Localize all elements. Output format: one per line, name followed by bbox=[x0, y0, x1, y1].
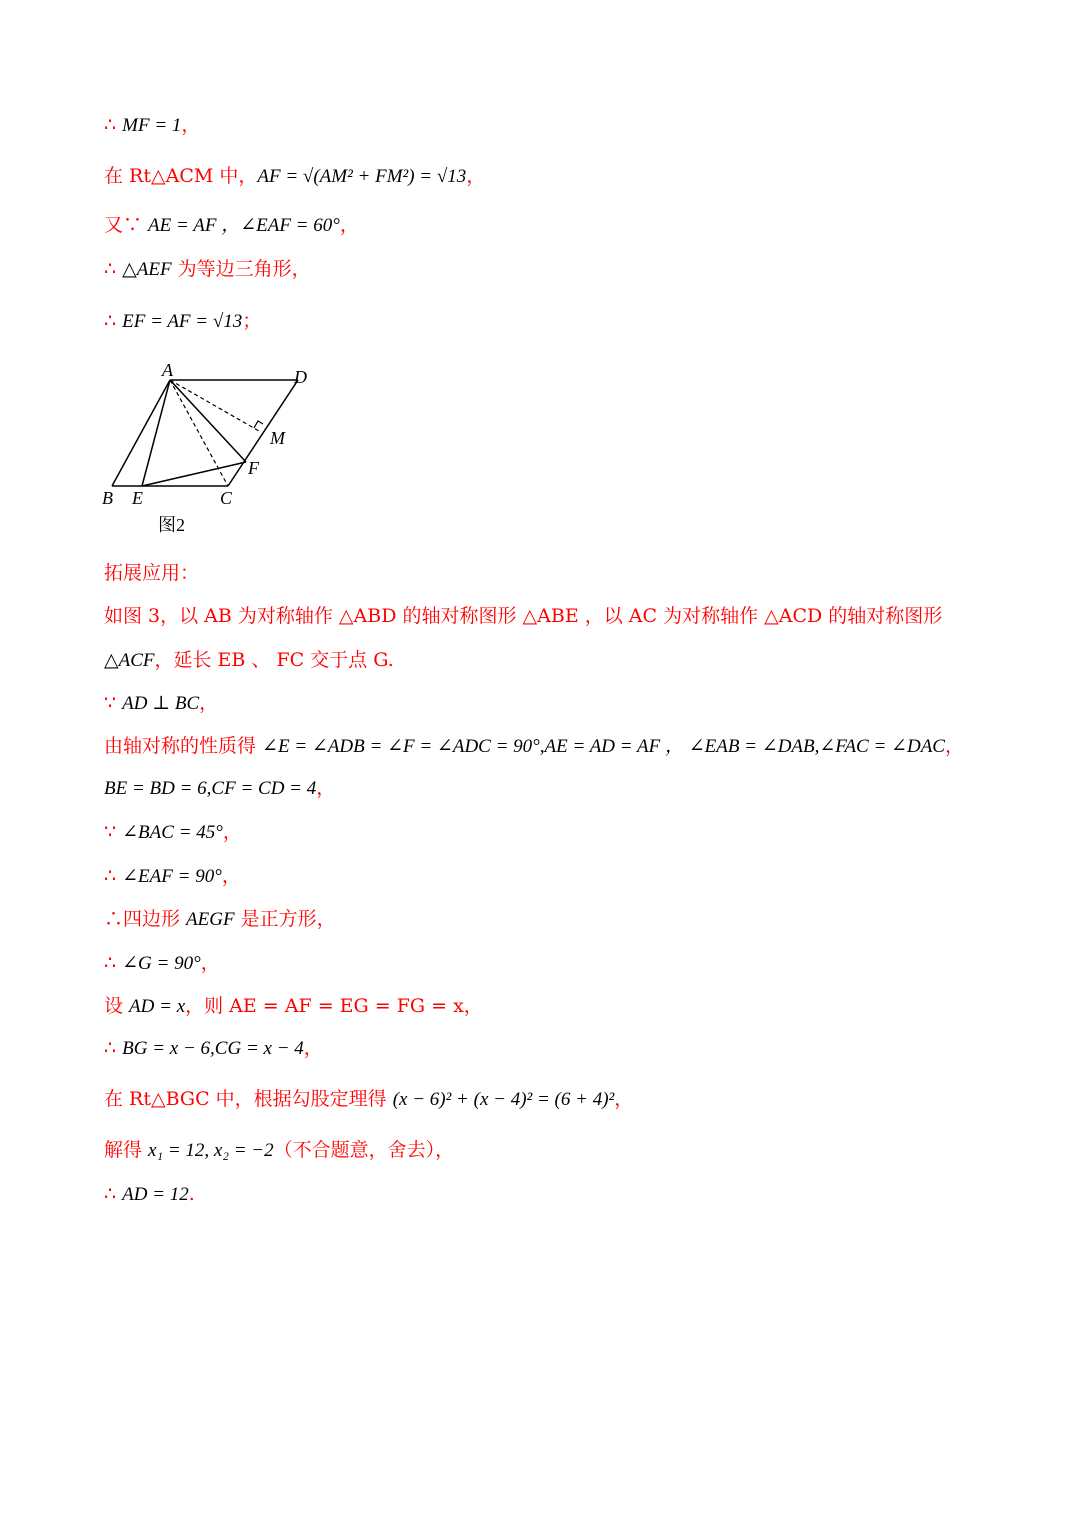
label-E: E bbox=[132, 488, 143, 508]
label-M: M bbox=[270, 428, 285, 448]
solution-line bbox=[104, 1035, 323, 1062]
line-text: ， bbox=[614, 1088, 634, 1110]
line-text: ， bbox=[339, 214, 359, 236]
line-text: ， bbox=[466, 165, 486, 187]
solution-line bbox=[104, 819, 242, 846]
line-text: ，延长 EB 、 FC 交于点 G. bbox=[154, 649, 394, 671]
solution-line bbox=[104, 733, 964, 760]
line-text: ， bbox=[944, 735, 964, 757]
line-text: 由轴对称的性质得 bbox=[104, 735, 263, 757]
line-text: ∴ bbox=[104, 258, 123, 280]
label-D: D bbox=[294, 367, 307, 387]
math-expression: AD = x bbox=[129, 996, 186, 1017]
math-expression: ∠G = 90° bbox=[122, 953, 201, 974]
solution-line bbox=[104, 1181, 195, 1208]
label-F: F bbox=[248, 458, 259, 478]
solution-line bbox=[104, 993, 483, 1020]
label-C: C bbox=[220, 488, 233, 508]
solution-line bbox=[104, 647, 394, 674]
line-text: 是正方形， bbox=[234, 908, 336, 930]
line-text: ∴ bbox=[104, 1037, 123, 1059]
math-expression: x₁ = 12, x₂ = −2 bbox=[148, 1140, 274, 1161]
solution-line bbox=[104, 308, 261, 335]
line-text: ， bbox=[199, 692, 219, 714]
math-expression: AD ⊥ BC bbox=[122, 693, 200, 714]
line-text: （不合题意，舍去）， bbox=[273, 1139, 455, 1161]
line-text: ∴ bbox=[104, 114, 123, 136]
solution-line bbox=[104, 906, 336, 933]
math-expression: BE = BD = 6,CF = CD = 4 bbox=[104, 778, 317, 799]
math-expression: AEGF bbox=[186, 909, 235, 930]
line-text: ∴ bbox=[104, 1183, 123, 1205]
line-text: 拓展应用： bbox=[104, 562, 200, 584]
line-text: 又∵ bbox=[104, 214, 149, 236]
solution-line bbox=[104, 603, 942, 630]
line-text: . bbox=[188, 1183, 195, 1205]
solution-line bbox=[104, 950, 220, 977]
math-expression: △ACF bbox=[104, 650, 155, 671]
line-text: ，则 AE = AF = EG = FG = x， bbox=[185, 995, 483, 1017]
math-expression: ∠BAC = 45° bbox=[122, 822, 223, 843]
math-expression: AE = AF ，∠EAF = 60° bbox=[148, 215, 340, 236]
math-expression: ∠E = ∠ADB = ∠F = ∠ADC = 90°,AE = AD = AF ， ∠EAB = ∠DAB,∠FAC = ∠DAC bbox=[262, 736, 945, 757]
line-text: 在 Rt△BGC 中，根据勾股定理得 bbox=[104, 1088, 393, 1110]
line-text: 如图 3，以 AB 为对称轴作 △ABD 的轴对称图形 △ABE ，以 AC 为对称轴作 △ACD 的轴对称图形 bbox=[104, 605, 943, 627]
line-text: 在 Rt△ACM 中， bbox=[104, 165, 258, 187]
line-text: ∴ bbox=[104, 952, 123, 974]
math-expression: BG = x − 6,CG = x − 4 bbox=[122, 1038, 304, 1059]
line-text: ， bbox=[221, 865, 241, 887]
math-expression: AF = √(AM² + FM²) = √13 bbox=[257, 166, 467, 187]
solution-line bbox=[104, 163, 485, 190]
line-text: 为等边三角形， bbox=[171, 258, 311, 280]
math-expression: AD = 12 bbox=[122, 1184, 189, 1205]
solution-line bbox=[104, 560, 199, 587]
solution-line bbox=[104, 112, 200, 139]
solution-line bbox=[104, 1137, 454, 1164]
line-text: ∵ bbox=[104, 692, 123, 714]
solution-line bbox=[104, 256, 311, 283]
line-text: ∴ bbox=[104, 865, 123, 887]
line-text: ， bbox=[222, 821, 242, 843]
solution-line bbox=[104, 690, 218, 717]
solution-line bbox=[104, 775, 335, 802]
math-expression: ∠EAF = 90° bbox=[122, 866, 222, 887]
line-text: ， bbox=[200, 952, 220, 974]
math-expression: MF = 1 bbox=[122, 115, 182, 136]
solution-line bbox=[104, 212, 359, 239]
line-text: 解得 bbox=[104, 1139, 149, 1161]
line-text: ， bbox=[316, 777, 336, 799]
solution-line bbox=[104, 863, 241, 890]
line-text: ∴ bbox=[104, 310, 123, 332]
math-expression: △AEF bbox=[122, 259, 172, 280]
math-expression: EF = AF = √13 bbox=[122, 311, 243, 332]
label-B: B bbox=[102, 488, 113, 508]
line-text: ∴四边形 bbox=[104, 908, 187, 930]
math-expression: (x − 6)² + (x − 4)² = (6 + 4)² bbox=[392, 1089, 615, 1110]
line-text: ∵ bbox=[104, 821, 123, 843]
figure-caption: 图2 bbox=[158, 515, 185, 535]
line-text: ； bbox=[242, 310, 262, 332]
solution-line bbox=[104, 1086, 633, 1113]
line-text: 设 bbox=[104, 995, 130, 1017]
label-A: A bbox=[162, 360, 173, 380]
line-text: ， bbox=[181, 114, 201, 136]
geometry-figure-2 bbox=[96, 358, 326, 508]
line-text: ， bbox=[303, 1037, 323, 1059]
